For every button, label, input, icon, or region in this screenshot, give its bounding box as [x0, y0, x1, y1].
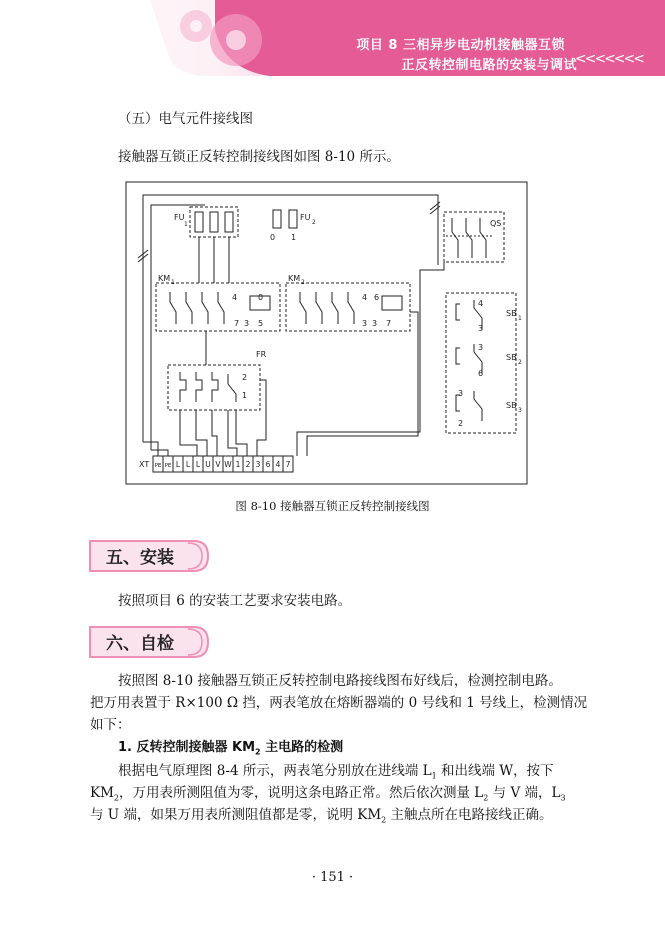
svg-text:0: 0 [258, 293, 264, 302]
fu1-fuse [225, 212, 233, 232]
svg-text:2: 2 [242, 373, 248, 382]
svg-text:2: 2 [518, 359, 522, 366]
header-subtitle: 正反转控制电路的安装与调试 [401, 58, 577, 73]
section5-body: 按照项目 6 的安装工艺要求安装电路。 [118, 593, 352, 609]
section-heading-install [88, 539, 212, 573]
section6-para1-line2: 把万用表置于 R×100 Ω 挡，两表笔放在熔断器端的 0 号线和 1 号线上，检测情况 [90, 695, 588, 711]
fu1-fuse [210, 212, 218, 232]
svg-text:6: 6 [478, 369, 484, 378]
section6-title: 六、自检 [106, 634, 174, 654]
section6-para2-line2: $KM_2$，万用表所测阻值为零，说明这条电路正常。然后依次测量 $L_2$ 与 V 端，$L_3$ [90, 785, 566, 803]
xt-terminal-label: 3 [255, 460, 261, 469]
section5-title: 五、安装 [106, 548, 174, 568]
fr-label: FR [256, 350, 267, 359]
fu2-label: FU [300, 213, 311, 222]
xt-terminal-label: U [205, 460, 211, 469]
svg-text:3: 3 [518, 407, 522, 414]
fu1-fuse [195, 212, 203, 232]
section-heading-selfcheck [88, 625, 212, 659]
page-number: · 151 · [311, 870, 354, 885]
chevrons-decoration: <<<<<<< [574, 51, 643, 67]
sb3-label: SB [506, 401, 517, 410]
sb2-label: SB [506, 353, 517, 362]
xt-terminal-strip [153, 456, 293, 472]
sb1-label: SB [506, 309, 517, 318]
svg-text:2: 2 [312, 219, 316, 226]
qs-label: QS [490, 219, 502, 228]
xt-label: XT [139, 460, 150, 469]
xt-terminal-label: PE [154, 463, 162, 469]
section6-para2-line1: 根据电气原理图 8-4 所示，两表笔分别放在进线端 $L_1$ 和出线端 W，按下 [118, 763, 554, 781]
xt-terminal-label: PE [164, 463, 172, 469]
section6-para1-line3: 如下： [90, 717, 131, 733]
svg-text:6: 6 [374, 293, 380, 302]
xt-terminal-label: L [175, 460, 181, 469]
xt-terminal-label: L [195, 460, 201, 469]
svg-text:2: 2 [301, 279, 305, 286]
km2-box [286, 283, 410, 331]
svg-text:0: 0 [270, 233, 276, 242]
fu1-label: FU [174, 213, 185, 222]
svg-text:3: 3 [458, 389, 464, 398]
km1-label: KM [158, 274, 171, 283]
svg-text:1: 1 [171, 279, 175, 286]
xt-terminal-label: W [224, 460, 232, 469]
section6-para1-line1: 按照图 8-10 接触器互锁正反转控制电路接线图布好线后，检测控制电路。 [118, 673, 562, 689]
fu2-fuse [273, 210, 281, 228]
svg-text:7: 7 [234, 319, 240, 328]
subheading-km2-check: 1. 反转控制接触器 $KM_2$ 主电路的检测 [118, 740, 344, 757]
svg-text:3: 3 [478, 324, 484, 333]
svg-text:4: 4 [362, 293, 368, 302]
xt-terminal-label: V [215, 460, 221, 469]
svg-text:3: 3 [362, 319, 368, 328]
xt-terminal-label: 2 [245, 460, 251, 469]
header-title: 项目 8 三相异步电动机接触器互锁 [356, 38, 565, 53]
svg-text:1: 1 [518, 315, 522, 322]
svg-text:1: 1 [184, 221, 188, 228]
xt-terminal-label: 1 [235, 460, 241, 469]
xt-terminal-label: L [185, 460, 191, 469]
svg-text:3: 3 [372, 319, 378, 328]
svg-text:1: 1 [291, 233, 297, 242]
km2-coil [382, 296, 402, 310]
svg-text:3: 3 [244, 319, 250, 328]
subsection-title: （五）电气元件接线图 [118, 111, 253, 127]
figure-caption: 图 8-10 接触器互锁正反转控制接线图 [235, 499, 430, 513]
svg-text:1: 1 [242, 391, 248, 400]
xt-terminal-label: 7 [285, 460, 291, 469]
svg-text:5: 5 [258, 319, 264, 328]
fu2-fuse [289, 210, 297, 228]
svg-text:2: 2 [458, 419, 464, 428]
intro-text: 接触器互锁正反转控制接线图如图 8-10 所示。 [118, 149, 400, 165]
svg-text:4: 4 [232, 293, 238, 302]
section6-para2-line3: 与 U 端，如果万用表所测阻值都是零，说明 $KM_2$ 主触点所在电路接线正确。 [90, 807, 553, 825]
svg-text:7: 7 [386, 319, 392, 328]
fr-box [168, 365, 260, 410]
xt-terminal-label: 6 [265, 460, 271, 469]
xt-terminal-label: 4 [275, 460, 281, 469]
svg-text:3: 3 [478, 343, 484, 352]
km2-label: KM [288, 274, 301, 283]
svg-text:4: 4 [478, 299, 484, 308]
